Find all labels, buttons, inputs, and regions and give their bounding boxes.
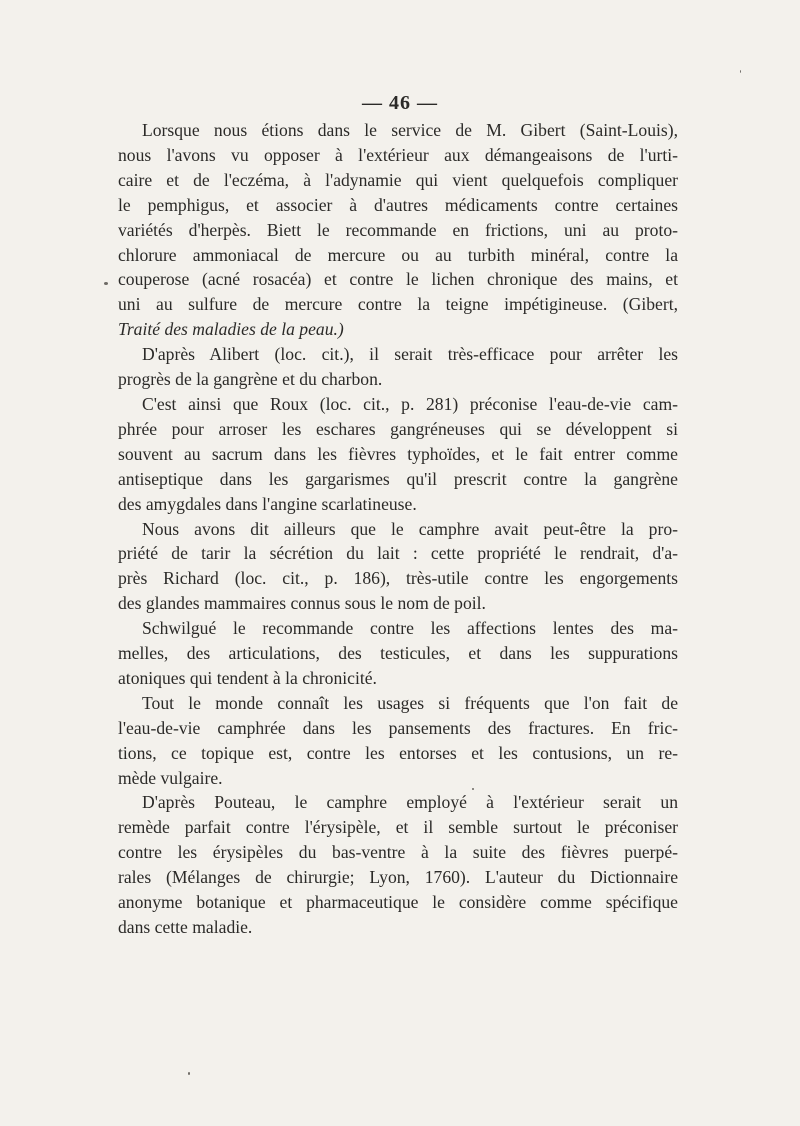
text-line: melles, des articulations, des testicules, et dans les suppurations <box>118 643 678 664</box>
text-line: antiseptique dans les gargarismes qu'il prescrit contre la gangrène <box>118 468 678 489</box>
text-line: nous l'avons vu opposer à l'extérieur aux démangeaisons de l'urti- <box>118 144 678 165</box>
text-line: priété de tarir la sécrétion du lait : cette propriété le rendrait, d'a- <box>118 543 678 564</box>
text-line: progrès de la gangrène et du charbon. <box>118 369 383 390</box>
text-line: couperose (acné rosacéa) et contre le lichen chronique des mains, et <box>118 269 678 290</box>
text-line: caire et de l'eczéma, à l'adynamie qui vient quelquefois compliquer <box>118 169 678 190</box>
text-line: C'est ainsi que Roux (loc. cit., p. 281) préconise l'eau-de-vie cam- <box>142 393 678 414</box>
paragraph <box>118 392 678 517</box>
scan-speck <box>188 1072 190 1075</box>
text-line: le pemphigus, et associer à d'autres médicaments contre certaines <box>118 194 678 215</box>
text-line: uni au sulfure de mercure contre la teigne impétigineuse. (Gibert, <box>118 294 678 315</box>
paragraph <box>118 118 678 342</box>
text-line: phrée pour arroser les eschares gangréneuses qui se développent si <box>118 418 678 439</box>
text-line: mède vulgaire. <box>118 767 223 788</box>
text-line: D'après Alibert (loc. cit.), il serait très-efficace pour arrêter les <box>142 344 678 365</box>
scan-speck <box>104 282 108 285</box>
text-line: Traité des maladies de la peau.) <box>118 319 344 340</box>
paragraph <box>118 691 678 791</box>
paragraph <box>118 342 678 392</box>
text-line: souvent au sacrum dans les fièvres typhoïdes, et le fait entrer comme <box>118 443 678 464</box>
text-line: D'après Pouteau, le camphre employé à l'extérieur serait un <box>142 792 678 813</box>
text-line: atoniques qui tendent à la chronicité. <box>118 667 377 688</box>
text-line: remède parfait contre l'érysipèle, et il semble surtout le préconiser <box>118 817 678 838</box>
text-line: Tout le monde connaît les usages si fréquents que l'on fait de <box>142 692 678 713</box>
text-line: Lorsque nous étions dans le service de M. Gibert (Saint-Louis), <box>142 120 678 140</box>
page-number: — 46 — <box>362 92 438 114</box>
text-line: anonyme botanique et pharmaceutique le considère comme spécifique <box>118 892 678 913</box>
paragraph <box>118 517 678 617</box>
text-line: Nous avons dit ailleurs que le camphre avait peut-être la pro- <box>142 518 678 539</box>
text-line: rales (Mélanges de chirurgie; Lyon, 1760). L'auteur du Dictionnaire <box>118 867 678 888</box>
text-line: l'eau-de-vie camphrée dans les pansements des fractures. En fric- <box>118 717 678 738</box>
paragraph <box>118 616 678 691</box>
body-text <box>118 118 678 940</box>
text-line: Schwilgué le recommande contre les affections lentes des ma- <box>142 618 678 639</box>
text-line: des glandes mammaires connus sous le nom de poil. <box>118 593 486 614</box>
text-line: chlorure ammoniacal de mercure ou au turbith minéral, contre la <box>118 244 678 265</box>
text-line: des amygdales dans l'angine scarlatineuse. <box>118 493 417 514</box>
text-line: près Richard (loc. cit., p. 186), très-utile contre les engorgements <box>118 568 678 589</box>
paragraph <box>118 790 678 939</box>
text-line: dans cette maladie. <box>118 917 253 937</box>
scan-speck <box>740 70 741 73</box>
text-line: variétés d'herpès. Biett le recommande en frictions, uni au proto- <box>118 219 678 240</box>
scan-speck <box>472 788 474 790</box>
text-line: tions, ce topique est, contre les entorses et les contusions, un re- <box>118 742 678 763</box>
text-line: contre les érysipèles du bas-ventre à la suite des fièvres puerpé- <box>118 842 678 863</box>
